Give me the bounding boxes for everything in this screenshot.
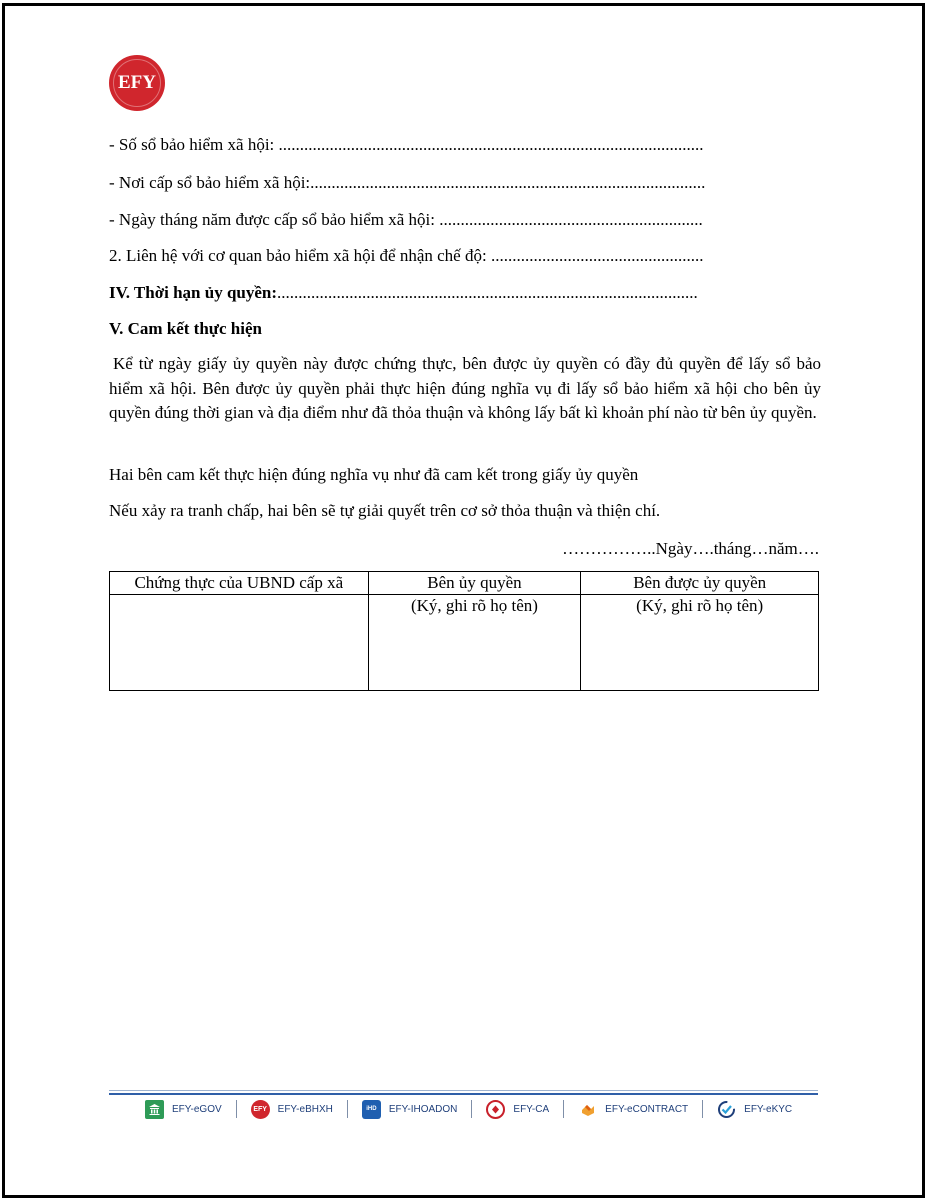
brand-label: EFY-eCONTRACT bbox=[605, 1103, 689, 1115]
bank-icon bbox=[145, 1100, 164, 1119]
dispute-resolution: Nếu xảy ra tranh chấp, hai bên sẽ tự giải quyết trên cơ sở thỏa thuận và thiện chí. bbox=[109, 501, 661, 520]
ihd-icon: iHD bbox=[362, 1100, 381, 1119]
field-social-insurance-number: - Số sổ bảo hiểm xã hội: .................................................................................................... bbox=[109, 135, 704, 154]
field-issuing-place: - Nơi cấp sổ bảo hiểm xã hội:............................................................................................. bbox=[109, 173, 706, 192]
footer-divider bbox=[563, 1100, 564, 1118]
signature-table bbox=[109, 571, 819, 691]
brand-label: EFY-CA bbox=[513, 1103, 550, 1115]
efy-logo-icon: EFY bbox=[251, 1100, 270, 1119]
date-line: ……………..Ngày….tháng…năm…. bbox=[562, 539, 819, 558]
commitment-text: Kể từ ngày giấy ủy quyền này được chứng thực, bên được ủy quyền có đầy đủ quyền để lấy sổ bảo hiểm xã hội. Bên được ủy quyền phải thực hiện đúng nghĩa vụ đi lấy sổ bảo hiểm xã hội cho bên ủy quyền đúng thời gian và địa điểm như đã thỏa thuận và không lấy bất kì khoản phí nào từ bên ủy quyền. bbox=[109, 354, 821, 422]
section-v-title: V. Cam kết thực hiện bbox=[109, 319, 262, 338]
brand-efy-econtract bbox=[578, 1100, 688, 1119]
brand-label: EFY-eBHXH bbox=[277, 1103, 333, 1115]
signature-table-row bbox=[110, 595, 819, 691]
footer-brand-bar bbox=[109, 1097, 818, 1121]
mutual-commitment: Hai bên cam kết thực hiện đúng nghĩa vụ như đã cam kết trong giấy ủy quyền bbox=[109, 465, 639, 484]
signature-cell-authorizer: (Ký, ghi rõ họ tên) bbox=[368, 595, 581, 691]
section-iv bbox=[109, 283, 790, 303]
brand-efy-ca bbox=[486, 1100, 549, 1119]
footer-divider bbox=[236, 1100, 237, 1118]
header-commune-certification: Chứng thực của UBND cấp xã bbox=[110, 572, 369, 595]
commitment-paragraph bbox=[109, 352, 821, 426]
field-issue-date: - Ngày tháng năm được cấp sổ bảo hiểm xã hội: .............................................................. bbox=[109, 210, 703, 229]
section-iv-label: IV. Thời hạn ủy quyền: bbox=[109, 283, 278, 302]
brand-efy-ekyc bbox=[717, 1100, 792, 1119]
ca-seal-icon bbox=[486, 1100, 505, 1119]
header-authorizer: Bên ủy quyền bbox=[368, 572, 581, 595]
signature-cell-commune bbox=[110, 595, 369, 691]
footer-rule-light bbox=[109, 1090, 818, 1091]
contract-hand-icon bbox=[578, 1100, 597, 1119]
brand-efy-ebhxh bbox=[251, 1100, 333, 1119]
footer-rule bbox=[109, 1093, 818, 1095]
brand-efy-ihoadon bbox=[362, 1100, 458, 1119]
footer-divider bbox=[347, 1100, 348, 1118]
signature-table-header bbox=[110, 572, 819, 595]
ekyc-check-icon bbox=[717, 1100, 736, 1119]
brand-efy-egov bbox=[145, 1100, 222, 1119]
header-authorized-party: Bên được ủy quyền bbox=[581, 572, 819, 595]
footer-divider bbox=[471, 1100, 472, 1118]
brand-label: EFY-eGOV bbox=[172, 1103, 222, 1115]
brand-label: EFY-IHOADON bbox=[388, 1103, 458, 1115]
field-contact-agency: 2. Liên hệ với cơ quan bảo hiểm xã hội để nhận chế độ: .................................................. bbox=[109, 246, 704, 265]
brand-label: EFY-eKYC bbox=[744, 1103, 793, 1115]
logo-text: EFY bbox=[118, 72, 156, 93]
footer-divider bbox=[702, 1100, 703, 1118]
section-iv-dots: ................................................................................................... bbox=[277, 283, 698, 302]
efy-logo bbox=[109, 55, 165, 111]
signature-cell-authorized-party: (Ký, ghi rõ họ tên) bbox=[581, 595, 819, 691]
